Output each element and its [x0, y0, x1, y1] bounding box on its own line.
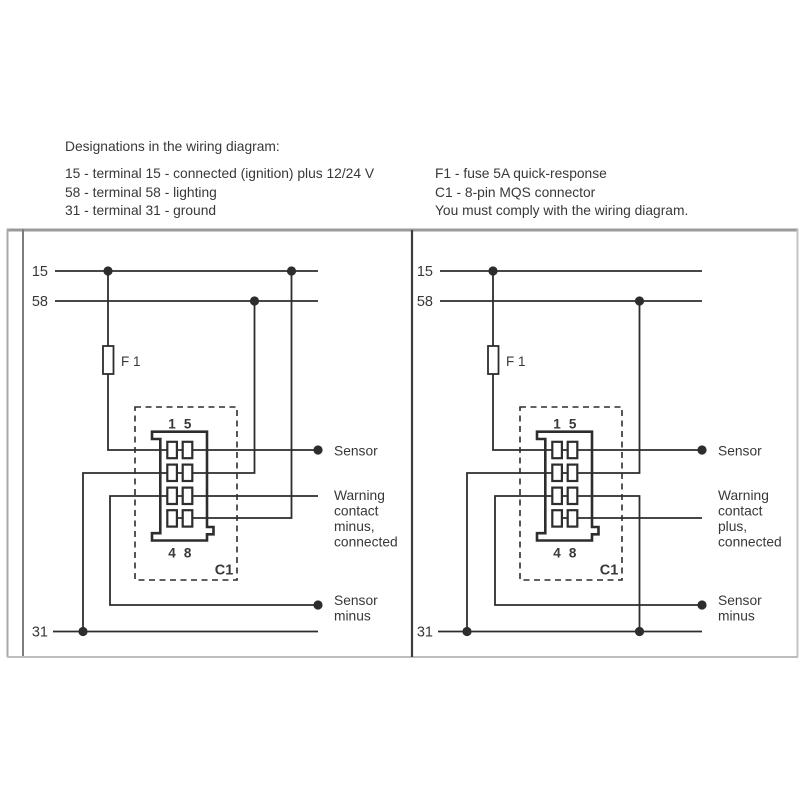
fuse-label: F 1 [121, 354, 141, 369]
legend-item-terminal-31: 31 - terminal 31 - ground [65, 203, 217, 219]
connector-pin-7 [568, 488, 578, 504]
junction-dot [635, 296, 644, 305]
legend-item-fuse: F1 - fuse 5A quick-response [435, 166, 607, 181]
sensor-minus-label-line2: minus [718, 608, 755, 624]
sensor-plus-wire [493, 374, 702, 450]
sensor-minus-terminal-dot [313, 600, 322, 609]
pin-number-4: 4 [553, 545, 561, 561]
warning-contact-label-line3: minus, [334, 519, 375, 534]
connector-pin-1 [552, 442, 562, 458]
terminal-31-label: 31 [416, 624, 433, 641]
sensor-minus-label-line2: minus [334, 608, 371, 624]
warning-contact-label-line1: Warning [718, 488, 769, 503]
fuse-symbol [488, 346, 499, 374]
terminal-58-label: 58 [31, 294, 48, 310]
legend-item-terminal-15: 15 - terminal 15 - connected (ignition) plus 12/24 V [65, 166, 375, 181]
pin-number-8: 8 [183, 545, 192, 561]
junction-dot [250, 296, 259, 305]
warning-contact-label-line4: connected [718, 534, 782, 550]
connector-label: C1 [214, 562, 234, 579]
junction-dot [635, 627, 644, 636]
legend-item-note: You must comply with the wiring diagram. [435, 203, 689, 219]
sensor-terminal-dot [313, 445, 322, 454]
terminal-15-label: 15 [416, 264, 433, 280]
legend-item-connector: C1 - 8-pin MQS connector [435, 184, 596, 200]
connector-pin-4 [167, 510, 177, 526]
connector-pin-2 [167, 465, 177, 481]
sensor-plus-wire [108, 374, 318, 450]
junction-dot [287, 266, 296, 275]
legend-title: Designations in the wiring diagram: [65, 139, 280, 154]
fuse-label: F 1 [506, 354, 526, 369]
junction-dot [103, 266, 112, 275]
sensor-minus-terminal-dot [697, 600, 706, 609]
connector-pin-2 [552, 465, 562, 481]
fuse-symbol [103, 346, 114, 374]
terminal-31-label: 31 [31, 624, 48, 641]
sensor-minus-wire [110, 496, 318, 605]
wiring-panel-right [417, 264, 782, 641]
sensor-label: Sensor [718, 443, 762, 459]
junction-dot [488, 266, 497, 275]
warning-contact-label-line2: contact [334, 503, 379, 519]
connector-label: C1 [599, 562, 619, 579]
sensor-minus-label-line1: Sensor [718, 593, 762, 608]
warning-contact-label-line1: Warning [334, 488, 385, 503]
junction-dot [462, 627, 471, 636]
pin-number-4: 4 [168, 545, 176, 561]
connector-pin-5 [568, 442, 578, 458]
terminal-15-label: 15 [31, 264, 48, 280]
warning-contact-label-line2: contact [718, 503, 763, 519]
connector-pin-8 [183, 510, 193, 526]
pin-number-1: 1 [168, 416, 176, 432]
connector-pin-6 [568, 465, 578, 481]
diagram-frame [7, 229, 798, 657]
warning-contact-label-line4: connected [334, 534, 398, 550]
connector-pin-1 [167, 442, 177, 458]
connector-pin-6 [183, 465, 193, 481]
wiring-panel-left [32, 264, 398, 641]
pin-number-1: 1 [553, 416, 561, 432]
sensor-minus-ground-wire [495, 496, 702, 632]
pin-number-5: 5 [568, 416, 577, 432]
connector-pin-8 [568, 510, 578, 526]
connector-pin-5 [183, 442, 193, 458]
terminal-58-label: 58 [416, 294, 433, 310]
pin-number-5: 5 [183, 416, 192, 432]
sensor-terminal-dot [697, 445, 706, 454]
junction-dot [78, 627, 87, 636]
connector-pin-3 [552, 488, 562, 504]
sensor-minus-label-line1: Sensor [334, 593, 378, 608]
connector-pin-4 [552, 510, 562, 526]
warning-contact-label-line3: plus, [718, 519, 748, 534]
legend-item-terminal-58: 58 - terminal 58 - lighting [65, 184, 217, 200]
connector-pin-7 [183, 488, 193, 504]
sensor-label: Sensor [334, 443, 378, 459]
pin-number-8: 8 [568, 545, 577, 561]
connector-pin-3 [167, 488, 177, 504]
